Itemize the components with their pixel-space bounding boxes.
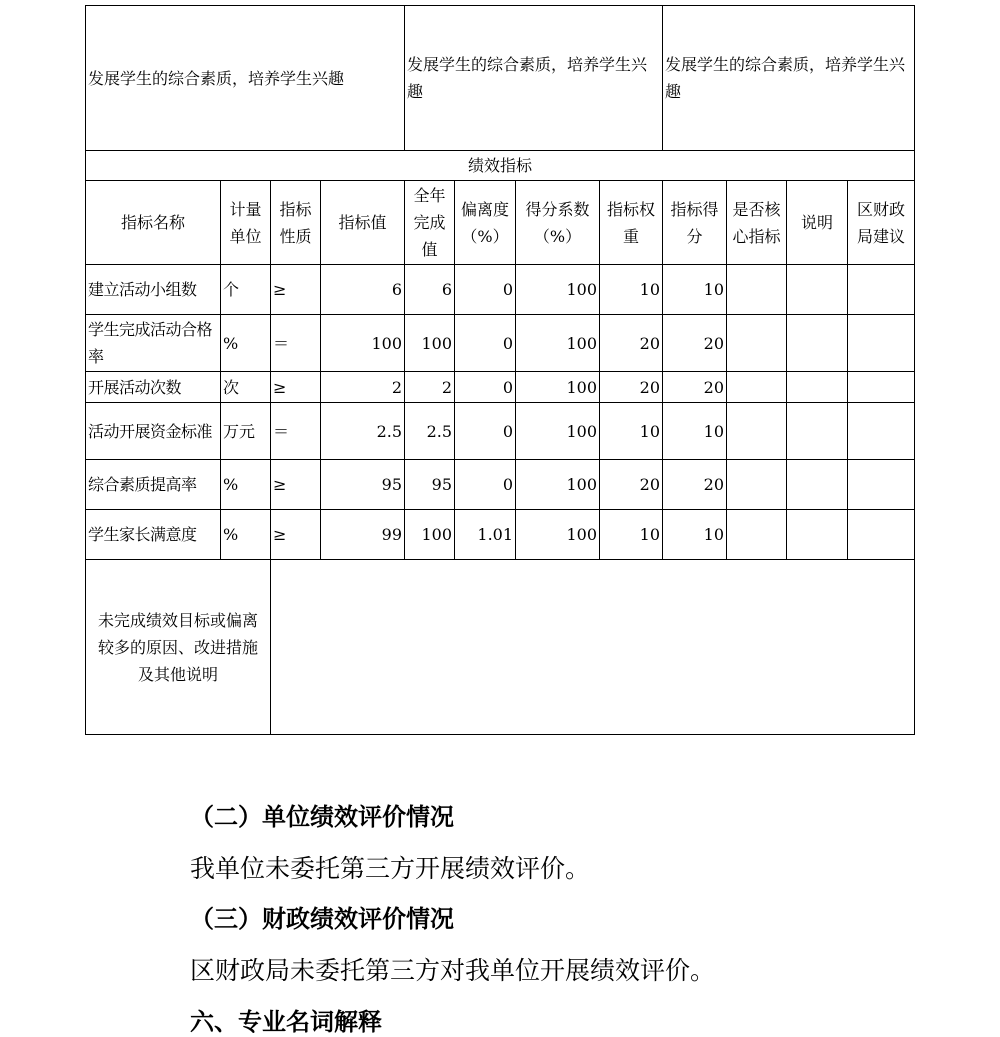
reason-label: 未完成绩效目标或偏离较多的原因、改进措施及其他说明 xyxy=(86,560,271,735)
row-suggest xyxy=(848,265,915,315)
header-core: 是否核心指标 xyxy=(727,181,787,265)
goal-cell-1: 发展学生的综合素质，培养学生兴趣 xyxy=(86,6,405,151)
header-weight: 指标权重 xyxy=(600,181,663,265)
row-score: 20 xyxy=(663,372,727,403)
table-row xyxy=(86,315,915,372)
row-value: 2 xyxy=(321,372,405,403)
row-core xyxy=(727,403,787,460)
row-annual: 2 xyxy=(405,372,455,403)
row-unit: 次 xyxy=(221,372,271,403)
reason-value xyxy=(271,560,915,735)
section-title: 绩效指标 xyxy=(86,151,915,181)
row-suggest xyxy=(848,460,915,510)
row-unit: 万元 xyxy=(221,403,271,460)
row-score: 20 xyxy=(663,460,727,510)
row-weight: 10 xyxy=(600,265,663,315)
row-value: 2.5 xyxy=(321,403,405,460)
header-row xyxy=(86,181,915,265)
table-row xyxy=(86,460,915,510)
row-name: 建立活动小组数 xyxy=(86,265,221,315)
paragraph-finance-evaluation: 区财政局未委托第三方对我单位开展绩效评价。 xyxy=(190,956,716,985)
row-core xyxy=(727,315,787,372)
row-core xyxy=(727,460,787,510)
row-note xyxy=(787,460,848,510)
header-score: 指标得分 xyxy=(663,181,727,265)
row-note xyxy=(787,403,848,460)
row-note xyxy=(787,510,848,560)
performance-table xyxy=(85,5,915,735)
row-suggest xyxy=(848,315,915,372)
row-suggest xyxy=(848,372,915,403)
header-deviation: 偏离度（%） xyxy=(455,181,516,265)
row-annual: 2.5 xyxy=(405,403,455,460)
row-weight: 10 xyxy=(600,403,663,460)
heading-terms: 六、专业名词解释 xyxy=(190,1008,382,1036)
row-value: 95 xyxy=(321,460,405,510)
row-suggest xyxy=(848,403,915,460)
row-nature: ＝ xyxy=(271,315,321,372)
table-row xyxy=(86,372,915,403)
row-suggest xyxy=(848,510,915,560)
row-deviation: 0 xyxy=(455,403,516,460)
header-note: 说明 xyxy=(787,181,848,265)
row-name: 学生完成活动合格率 xyxy=(86,315,221,372)
reason-row xyxy=(86,560,915,735)
row-nature: ≥ xyxy=(271,510,321,560)
row-unit: 个 xyxy=(221,265,271,315)
row-score: 10 xyxy=(663,510,727,560)
row-deviation: 0 xyxy=(455,372,516,403)
row-core xyxy=(727,372,787,403)
row-value: 99 xyxy=(321,510,405,560)
table-row xyxy=(86,403,915,460)
heading-finance-evaluation: （三）财政绩效评价情况 xyxy=(190,905,454,933)
row-coefficient: 100 xyxy=(516,372,600,403)
row-unit: % xyxy=(221,315,271,372)
row-score: 10 xyxy=(663,403,727,460)
header-coefficient: 得分系数（%） xyxy=(516,181,600,265)
row-core xyxy=(727,265,787,315)
header-nature: 指标性质 xyxy=(271,181,321,265)
row-weight: 20 xyxy=(600,460,663,510)
row-deviation: 1.01 xyxy=(455,510,516,560)
row-annual: 6 xyxy=(405,265,455,315)
row-annual: 100 xyxy=(405,510,455,560)
goals-row xyxy=(86,6,915,151)
row-name: 综合素质提高率 xyxy=(86,460,221,510)
row-annual: 100 xyxy=(405,315,455,372)
row-nature: ≥ xyxy=(271,372,321,403)
row-weight: 20 xyxy=(600,315,663,372)
row-coefficient: 100 xyxy=(516,315,600,372)
row-value: 6 xyxy=(321,265,405,315)
row-note xyxy=(787,315,848,372)
paragraph-unit-evaluation: 我单位未委托第三方开展绩效评价。 xyxy=(190,854,591,883)
header-annual: 全年完成值 xyxy=(405,181,455,265)
row-coefficient: 100 xyxy=(516,460,600,510)
row-name: 开展活动次数 xyxy=(86,372,221,403)
row-deviation: 0 xyxy=(455,315,516,372)
row-nature: ≥ xyxy=(271,460,321,510)
row-coefficient: 100 xyxy=(516,265,600,315)
row-score: 20 xyxy=(663,315,727,372)
row-score: 10 xyxy=(663,265,727,315)
header-unit: 计量单位 xyxy=(221,181,271,265)
row-name: 活动开展资金标准 xyxy=(86,403,221,460)
row-note xyxy=(787,265,848,315)
row-value: 100 xyxy=(321,315,405,372)
row-nature: ≥ xyxy=(271,265,321,315)
row-coefficient: 100 xyxy=(516,403,600,460)
goal-cell-2: 发展学生的综合素质，培养学生兴趣 xyxy=(405,6,663,151)
row-weight: 10 xyxy=(600,510,663,560)
row-weight: 20 xyxy=(600,372,663,403)
table-row xyxy=(86,510,915,560)
row-deviation: 0 xyxy=(455,265,516,315)
row-unit: % xyxy=(221,460,271,510)
header-suggest: 区财政局建议 xyxy=(848,181,915,265)
row-nature: ＝ xyxy=(271,403,321,460)
row-deviation: 0 xyxy=(455,460,516,510)
header-value: 指标值 xyxy=(321,181,405,265)
row-name: 学生家长满意度 xyxy=(86,510,221,560)
row-note xyxy=(787,372,848,403)
row-coefficient: 100 xyxy=(516,510,600,560)
goal-cell-3: 发展学生的综合素质，培养学生兴趣 xyxy=(663,6,915,151)
header-name: 指标名称 xyxy=(86,181,221,265)
row-core xyxy=(727,510,787,560)
row-unit: % xyxy=(221,510,271,560)
row-annual: 95 xyxy=(405,460,455,510)
heading-unit-evaluation: （二）单位绩效评价情况 xyxy=(190,803,454,831)
table-row xyxy=(86,265,915,315)
